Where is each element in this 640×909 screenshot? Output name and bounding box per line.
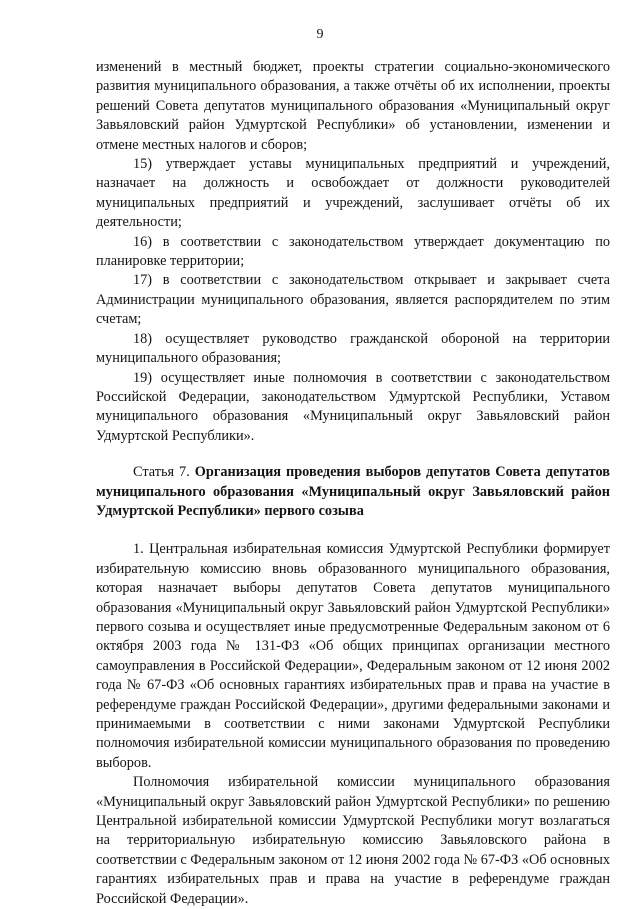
article-paragraph-1: 1. Центральная избирательная комиссия Удмуртской Республики формирует избирательную комиссию вновь образованного муниципального образования, которая назначает выборы депутатов Совета депутатов муниципального образования «Муниципальный округ Завьяловский район Удмуртской Республики» первого созыва и осуществляет иные предусмотренные Федеральным законом от 6 октября 2003 года № 131-ФЗ «Об общих принципах организации местного самоуправления в Российской Федерации», Федеральным законом от 12 июня 2002 года № 67-ФЗ «Об основных гарантиях избирательных прав и права на участие в референдуме граждан Российской Федерации», другими федеральными законами и принимаемыми в соответствии с ними законами Удмуртской Республики полномочия избирательной комиссии муниципального образования по проведению выборов. (96, 541, 610, 771)
article-heading (96, 463, 610, 521)
article-label: Статья 7. (133, 464, 190, 481)
list-item-15: 15) утверждает уставы муниципальных предприятий и учреждений, назначает на должность и освобождает от должности руководителей муниципальных предприятий и учреждений, заслушивает отчёты об их деятельности; (96, 156, 610, 231)
document-body (96, 58, 610, 909)
paragraph-continuation: изменений в местный бюджет, проекты стратегии социально-экономического развития муниципального образования, а также отчёты об их исполнении, проекты решений Совета депутатов муниципального образования «Муниципальный округ Завьяловский район Удмуртской Республики» об установлении, изменении и отмене местных налогов и сборов; (96, 59, 610, 153)
page-number: 9 (316, 27, 324, 42)
list-item-19: 19) осуществляет иные полномочия в соответствии с законодательством Российской Федерации, законодательством Удмуртской Республики, Уставом муниципального образования «Муниципальный округ Завьяловский район Удмуртской Республики». (96, 369, 610, 444)
list-item-16: 16) в соответствии с законодательством утверждает документацию по планировке территории; (96, 233, 610, 270)
article-title: Организация проведения выборов депутатов Совета депутатов муниципального образования «Муниципальный округ Завьяловский район Удмуртской Республики» первого созыва (96, 464, 611, 519)
list-item-17: 17) в соответствии с законодательством открывает и закрывает счета Администрации муниципального образования, является распорядителем по этим счетам; (96, 272, 610, 328)
list-item-18: 18) осуществляет руководство гражданской обороной на территории муниципального образования; (96, 330, 610, 367)
article-paragraph-2: Полномочия избирательной комиссии муниципального образования «Муниципальный округ Завьяловский район Удмуртской Республики» по решению Центральной избирательной комиссии Удмуртской Республики могут возлагаться на территориальную избирательную комиссию Завьяловского района в соответствии с Федеральным законом от 12 июня 2002 года № 67-ФЗ «Об основных гарантиях избирательных прав и права на участие в референдуме граждан Российской Федерации». (96, 774, 610, 907)
